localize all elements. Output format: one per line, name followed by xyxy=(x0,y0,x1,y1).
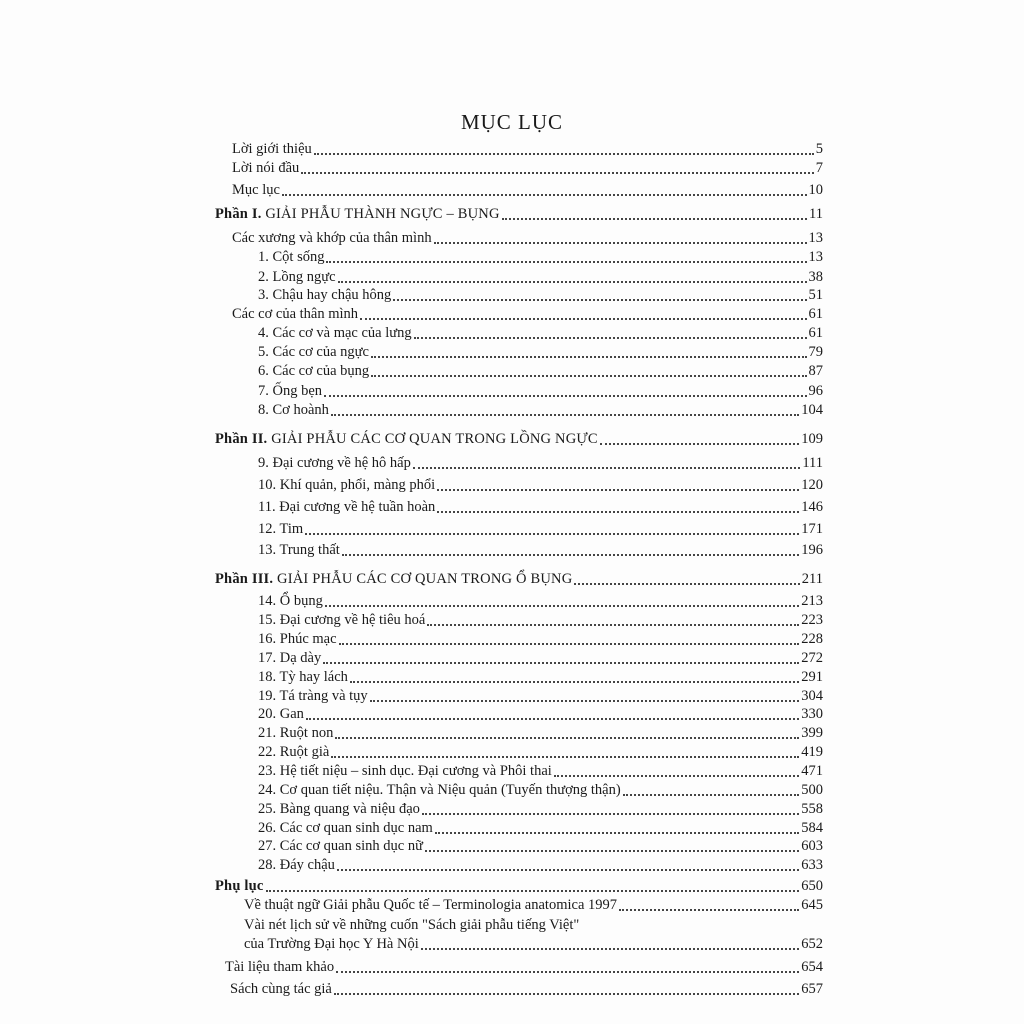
toc-part-1: Phần I. GIẢI PHẪU THÀNH NGỰC – BỤNG 11 xyxy=(215,206,823,222)
toc-entry: 22. Ruột già 419 xyxy=(258,744,823,760)
toc-entry: 13. Trung thất 196 xyxy=(258,542,823,558)
toc-entry: 19. Tá tràng và tụy 304 xyxy=(258,688,823,704)
toc-entry: 7. Ống bẹn 96 xyxy=(258,383,823,399)
toc-entry: 5. Các cơ của ngực 79 xyxy=(258,344,823,360)
toc-entry: 28. Đáy chậu 633 xyxy=(258,857,823,873)
toc-group-muscles: Các cơ của thân mình 61 xyxy=(232,306,823,322)
toc-entry: 10. Khí quản, phổi, màng phổi 120 xyxy=(258,477,823,493)
toc-entry: 16. Phúc mạc 228 xyxy=(258,631,823,647)
toc-entry: 27. Các cơ quan sinh dục nữ 603 xyxy=(258,838,823,854)
page-title: MỤC LỤC xyxy=(460,110,564,134)
toc-entry: 23. Hệ tiết niệu – sinh dục. Đại cương và Phôi thai 471 xyxy=(258,763,823,779)
toc-entry: Về thuật ngữ Giải phẫu Quốc tế – Terminologia anatomica 1997 645 xyxy=(244,897,823,913)
toc-entry-intro: Lời giới thiệu 5 xyxy=(232,141,823,157)
toc-group-bones: Các xương và khớp của thân mình 13 xyxy=(232,230,823,246)
toc-part-2: Phần II. GIẢI PHẪU CÁC CƠ QUAN TRONG LỒNG NGỰC 109 xyxy=(215,431,823,447)
toc-entry: 8. Cơ hoành 104 xyxy=(258,402,823,418)
toc-entry: 9. Đại cương về hệ hô hấp 111 xyxy=(258,455,823,471)
toc-entry-other-books: Sách cùng tác giả 657 xyxy=(230,981,823,997)
toc-entry: 1. Cột sống 13 xyxy=(258,249,823,265)
toc-entry: của Trường Đại học Y Hà Nội 652 xyxy=(244,936,823,952)
toc-entry: 4. Các cơ và mạc của lưng 61 xyxy=(258,325,823,341)
toc-entry-preface: Lời nói đầu 7 xyxy=(232,160,823,176)
toc-part-3: Phần III. GIẢI PHẪU CÁC CƠ QUAN TRONG Ổ BỤNG 211 xyxy=(215,571,823,587)
toc-entry: 15. Đại cương về hệ tiêu hoá 223 xyxy=(258,612,823,628)
toc-entry: 3. Chậu hay chậu hông 51 xyxy=(258,287,823,303)
toc-entry: 12. Tim 171 xyxy=(258,521,823,537)
toc-entry: 20. Gan 330 xyxy=(258,706,823,722)
toc-entry-references: Tài liệu tham khảo 654 xyxy=(225,959,823,975)
toc-entry: 24. Cơ quan tiết niệu. Thận và Niệu quản (Tuyến thượng thận) 500 xyxy=(258,782,823,798)
toc-entry: 18. Tỳ hay lách 291 xyxy=(258,669,823,685)
toc-entry: 26. Các cơ quan sinh dục nam 584 xyxy=(258,820,823,836)
toc-entry: 6. Các cơ của bụng 87 xyxy=(258,363,823,379)
toc-entry: Vài nét lịch sử về những cuốn "Sách giải phẫu tiếng Việt" xyxy=(244,917,580,933)
toc-entry: 17. Dạ dày 272 xyxy=(258,650,823,666)
toc-entry: 2. Lồng ngực 38 xyxy=(258,269,823,285)
toc-appendix: Phụ lục 650 xyxy=(215,878,823,894)
toc-entry: 25. Bàng quang và niệu đạo 558 xyxy=(258,801,823,817)
toc-entry-contents: Mục lục 10 xyxy=(232,182,823,198)
toc-entry: 21. Ruột non 399 xyxy=(258,725,823,741)
toc-entry: 11. Đại cương về hệ tuần hoàn 146 xyxy=(258,499,823,515)
toc-entry: 14. Ổ bụng 213 xyxy=(258,593,823,609)
